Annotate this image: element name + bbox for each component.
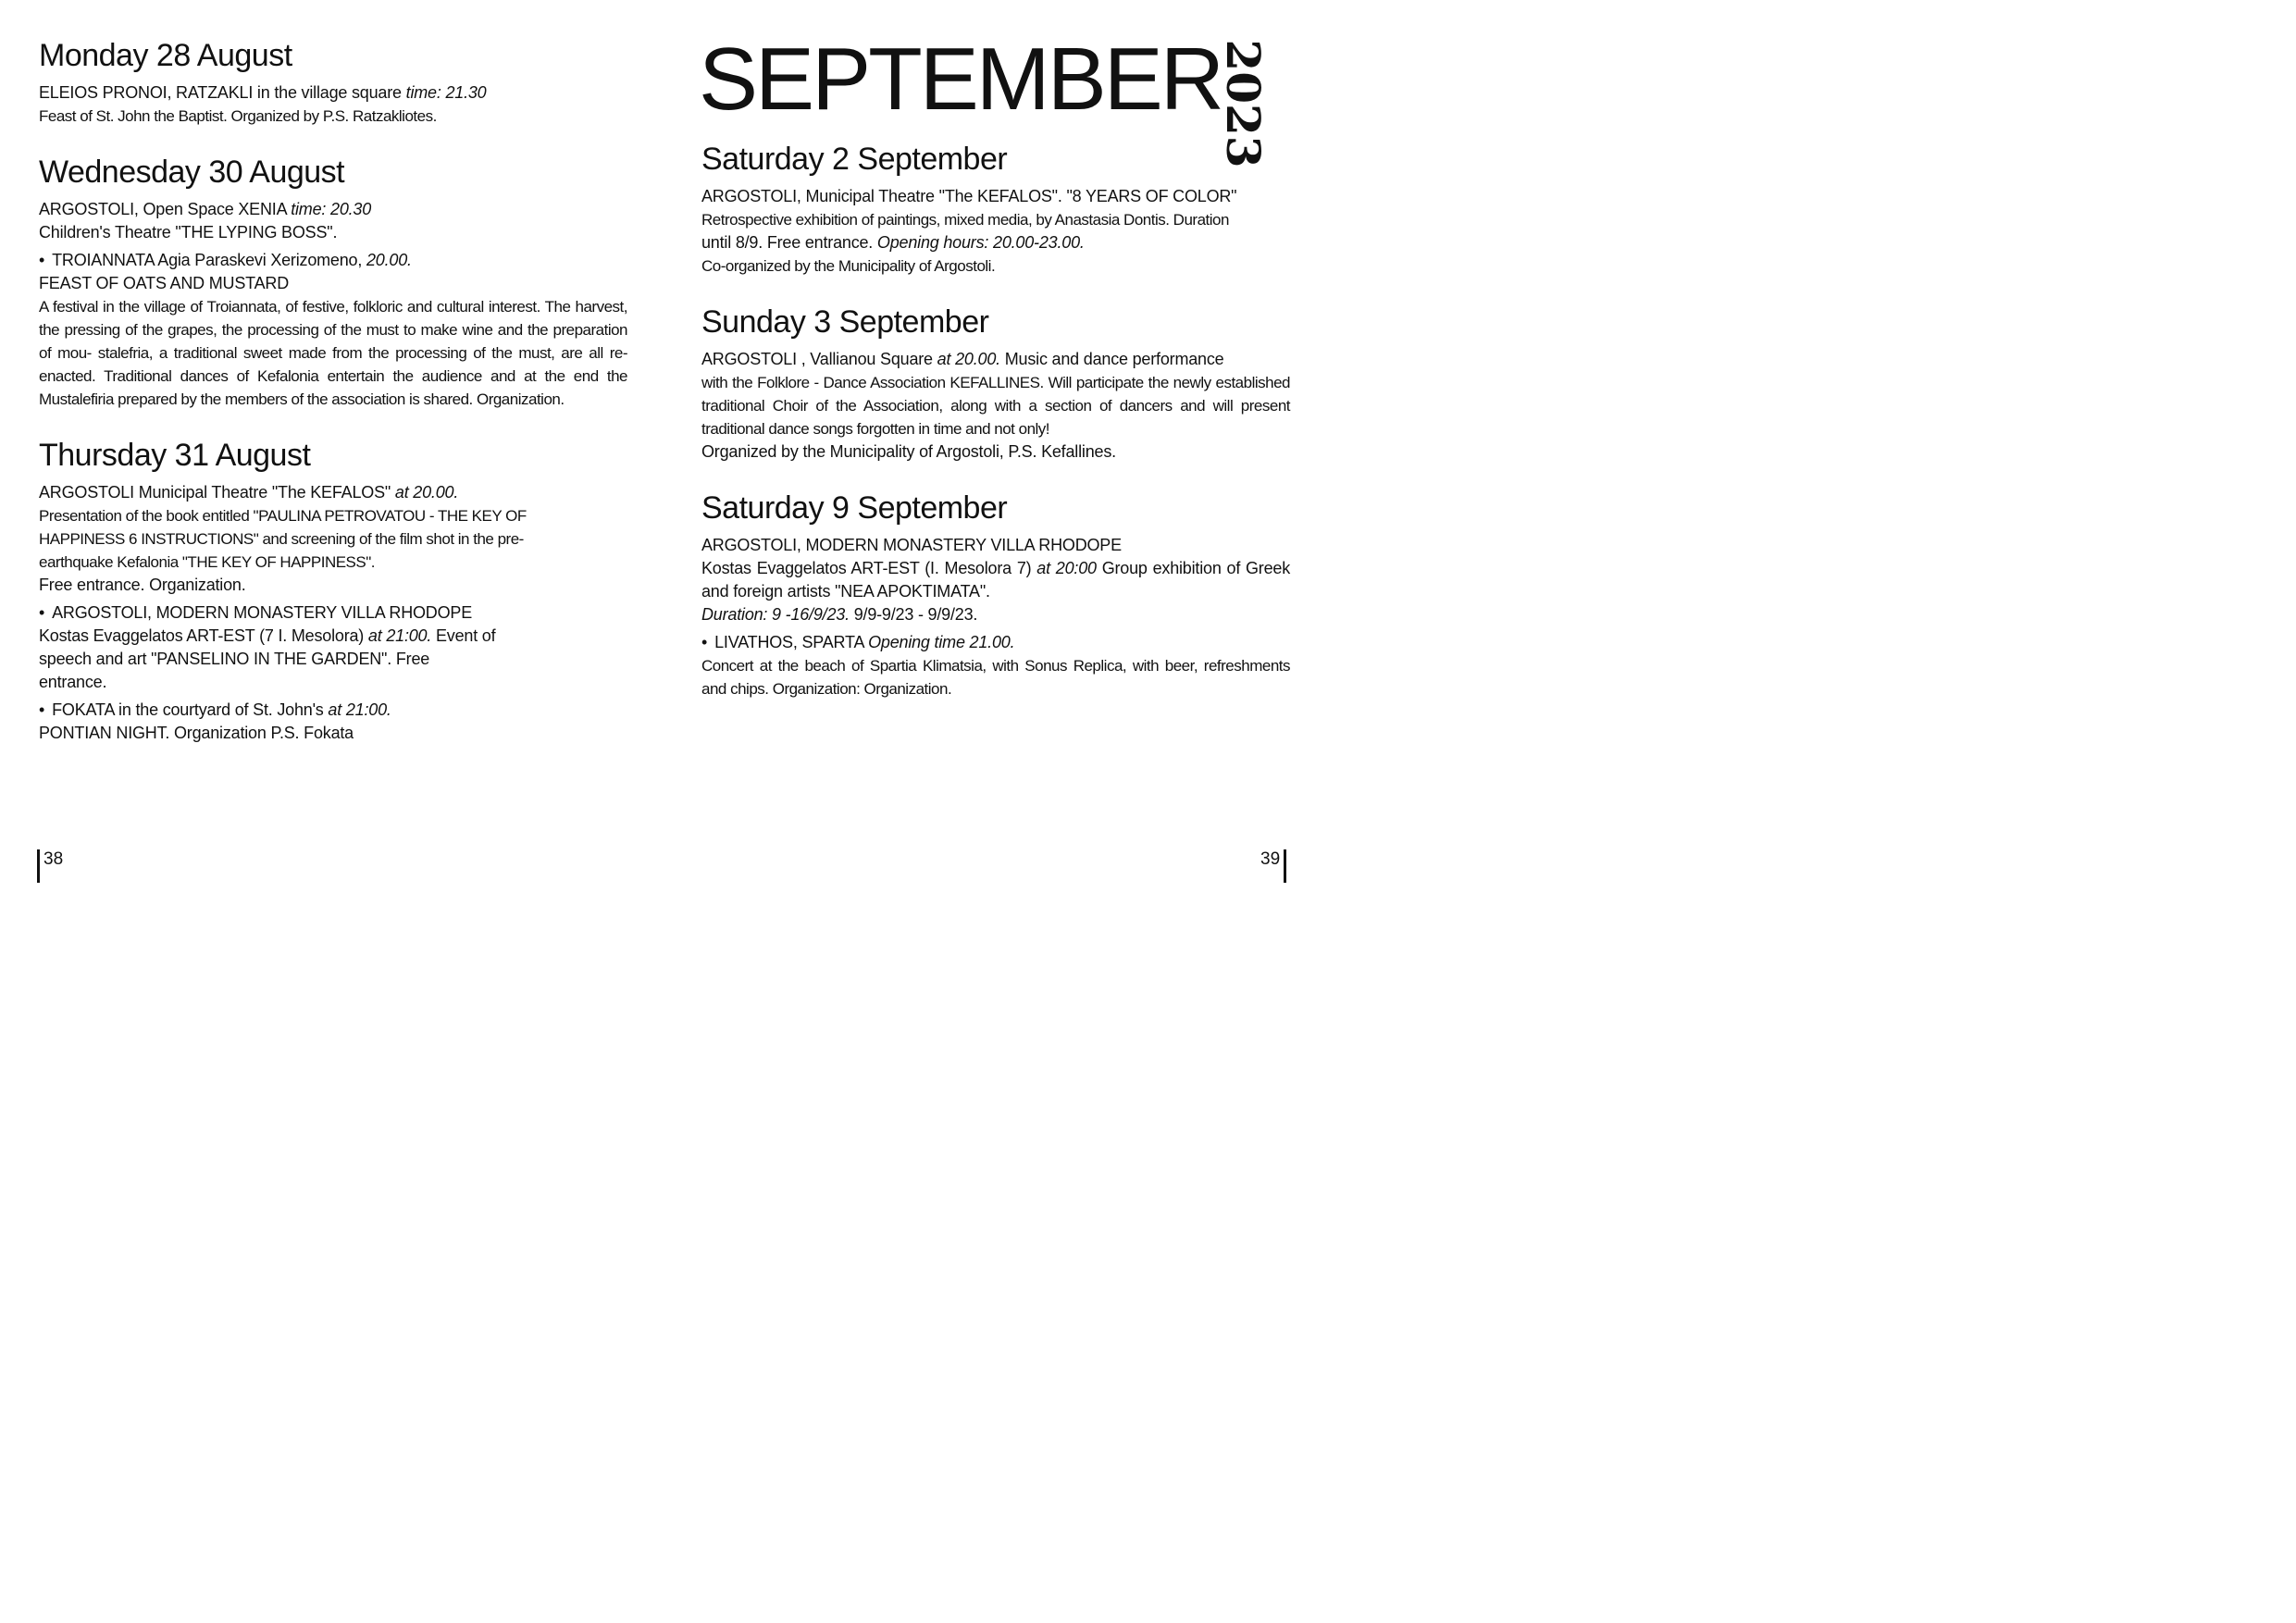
event-line	[701, 185, 1290, 208]
event-line	[39, 574, 627, 597]
left-page-events	[39, 37, 627, 771]
event-block	[39, 481, 627, 597]
event-line	[39, 481, 627, 504]
event-text: HAPPINESS 6 INSTRUCTIONS" and screening of the film shot in the pre-	[39, 530, 524, 548]
event-text: ARGOSTOLI, Open Space XENIA	[39, 200, 292, 218]
event-time-text: at 21:00.	[367, 626, 432, 645]
event-time-text: at 20.00.	[937, 350, 1000, 368]
event-line	[39, 699, 627, 722]
event-time-text: at 20.00.	[394, 483, 459, 502]
page-number-right: 39	[1260, 849, 1286, 883]
event-time-text: Opening hours: 20.00-23.00.	[876, 233, 1085, 252]
event-line	[39, 671, 627, 694]
event-text: 9/9-9/23 - 9/9/23.	[849, 605, 978, 624]
event-text: Free entrance. Organization.	[39, 576, 246, 594]
event-block	[39, 249, 627, 411]
event-text: LIVATHOS, SPARTA	[714, 633, 869, 651]
year-label: 2023	[1216, 39, 1271, 168]
event-line	[701, 557, 1290, 603]
event-text: FEAST OF OATS AND MUSTARD	[39, 274, 290, 292]
event-time-text: at 21:00.	[328, 700, 391, 719]
event-text: ARGOSTOLI, MODERN MONASTERY VILLA RHODOPE	[701, 536, 1122, 554]
event-line	[39, 551, 627, 574]
event-text: ARGOSTOLI, MODERN MONASTERY VILLA RHODOPE	[52, 603, 473, 622]
event-time-text: 20.00.	[366, 251, 412, 269]
event-block	[39, 601, 627, 694]
event-line	[701, 231, 1290, 254]
day-heading: Thursday 31 August	[39, 438, 311, 473]
event-line	[39, 527, 627, 551]
event-block	[701, 348, 1290, 464]
event-time-text: Duration: 9 -16/9/23.	[701, 605, 850, 624]
event-block	[701, 185, 1290, 278]
event-line	[39, 249, 627, 272]
event-text: Concert at the beach of Spartia Klimatsia, with Sonus Replica, with beer, refreshments and chips. Organization: Organization.	[701, 657, 1290, 698]
event-line	[701, 603, 1290, 626]
event-line	[701, 534, 1290, 557]
day-heading: Saturday 2 September	[701, 142, 1008, 177]
day-heading: Saturday 9 September	[701, 490, 1008, 526]
event-time-text: at 20:00	[1036, 559, 1097, 577]
event-line	[39, 81, 627, 105]
event-text: until 8/9. Free entrance.	[701, 233, 877, 252]
event-text: Co-organized by the Municipality of Argostoli.	[701, 257, 996, 275]
day-entry	[701, 304, 1290, 464]
event-text: Kostas Evaggelatos ART-EST (7 I. Mesolora)	[39, 626, 368, 645]
event-text: Feast of St. John the Baptist. Organized by P.S. Ratzakliotes.	[39, 107, 437, 125]
event-line	[701, 654, 1290, 700]
bullet-icon: •	[39, 700, 45, 719]
event-text: FOKATA in the courtyard of St. John's	[52, 700, 329, 719]
event-line	[39, 601, 627, 625]
event-text: Kostas Evaggelatos ART-EST (I. Mesolora 7)	[701, 559, 1037, 577]
event-line	[39, 295, 627, 411]
event-time-text: Opening time 21.00.	[868, 633, 1015, 651]
event-text: ELEIOS PRONOI, RATZAKLI in the village square	[39, 83, 406, 102]
day-heading: Sunday 3 September	[701, 304, 989, 340]
event-line	[39, 105, 627, 128]
day-entry	[701, 141, 1290, 278]
event-text: earthquake Kefalonia "THE KEY OF HAPPINESS".	[39, 553, 375, 571]
month-title: SEPTEMBER	[699, 30, 1222, 129]
event-text: TROIANNATA Agia Paraskevi Xerizomeno,	[52, 251, 366, 269]
event-block	[39, 81, 627, 128]
event-line	[39, 648, 627, 671]
event-time-text: time: 20.30	[291, 200, 372, 218]
event-block	[701, 631, 1290, 700]
day-entry	[39, 437, 627, 745]
bullet-icon: •	[39, 603, 45, 622]
event-text: Event of	[431, 626, 496, 645]
event-line	[701, 208, 1290, 231]
event-line	[701, 254, 1290, 278]
event-text: Presentation of the book entitled "PAULINA PETROVATOU - THE KEY OF	[39, 507, 527, 525]
event-line	[701, 348, 1290, 371]
day-entry	[39, 37, 627, 128]
event-text: entrance.	[39, 673, 107, 691]
bullet-icon: •	[701, 633, 708, 651]
event-line	[39, 504, 627, 527]
event-line	[39, 198, 627, 221]
event-block	[39, 198, 627, 244]
event-block	[701, 534, 1290, 626]
event-time-text: time: 21.30	[405, 83, 487, 102]
event-text: ARGOSTOLI, Municipal Theatre "The KEFALOS". "8 YEARS OF COLOR"	[701, 187, 1237, 205]
event-text: ARGOSTOLI Municipal Theatre "The KEFALOS"	[39, 483, 395, 502]
event-line	[39, 272, 627, 295]
event-line	[701, 371, 1290, 440]
event-line	[39, 722, 627, 745]
event-text: ARGOSTOLI , Vallianou Square	[701, 350, 937, 368]
event-text: Retrospective exhibition of paintings, mixed media, by Anastasia Dontis. Duration	[701, 211, 1229, 229]
event-text: with the Folklore - Dance Association KEFALLINES. Will participate the newly established traditional Choir of the Association, along with a section of dancers and will present traditional dance songs forgotten in time and not only!	[701, 374, 1290, 438]
page-number-left: 38	[37, 849, 63, 883]
day-heading: Monday 28 August	[39, 38, 292, 73]
event-line	[39, 625, 627, 648]
event-line	[39, 221, 627, 244]
day-entry	[701, 489, 1290, 700]
event-text: PONTIAN NIGHT. Organization P.S. Fokata	[39, 724, 354, 742]
event-text: speech and art "PANSELINO IN THE GARDEN". Free	[39, 650, 430, 668]
day-entry	[39, 154, 627, 411]
day-heading: Wednesday 30 August	[39, 155, 345, 190]
event-block	[39, 699, 627, 745]
event-text: A festival in the village of Troiannata, of festive, folkloric and cultural interest. The harvest, the pressing of the grapes, the processing of the must to make wine and the preparation of mou- stalefria, a traditional sweet made from the processing of the must, are all re-enacted. Traditional dances of Kefalonia entertain the audience and at the end the Mustalefiria prepared by the members of the association is shared. Organization.	[39, 298, 627, 408]
event-line	[701, 631, 1290, 654]
right-page-events	[701, 141, 1290, 726]
event-text: Organized by the Municipality of Argostoli, P.S. Kefallines.	[701, 442, 1116, 461]
event-text: Children's Theatre "THE LYPING BOSS".	[39, 223, 338, 242]
event-line	[701, 440, 1290, 464]
event-text: Group exhibition of Greek and foreign artists "NEA APOKTIMATA".	[701, 559, 1290, 601]
bullet-icon: •	[39, 251, 45, 269]
event-text: Music and dance performance	[999, 350, 1224, 368]
